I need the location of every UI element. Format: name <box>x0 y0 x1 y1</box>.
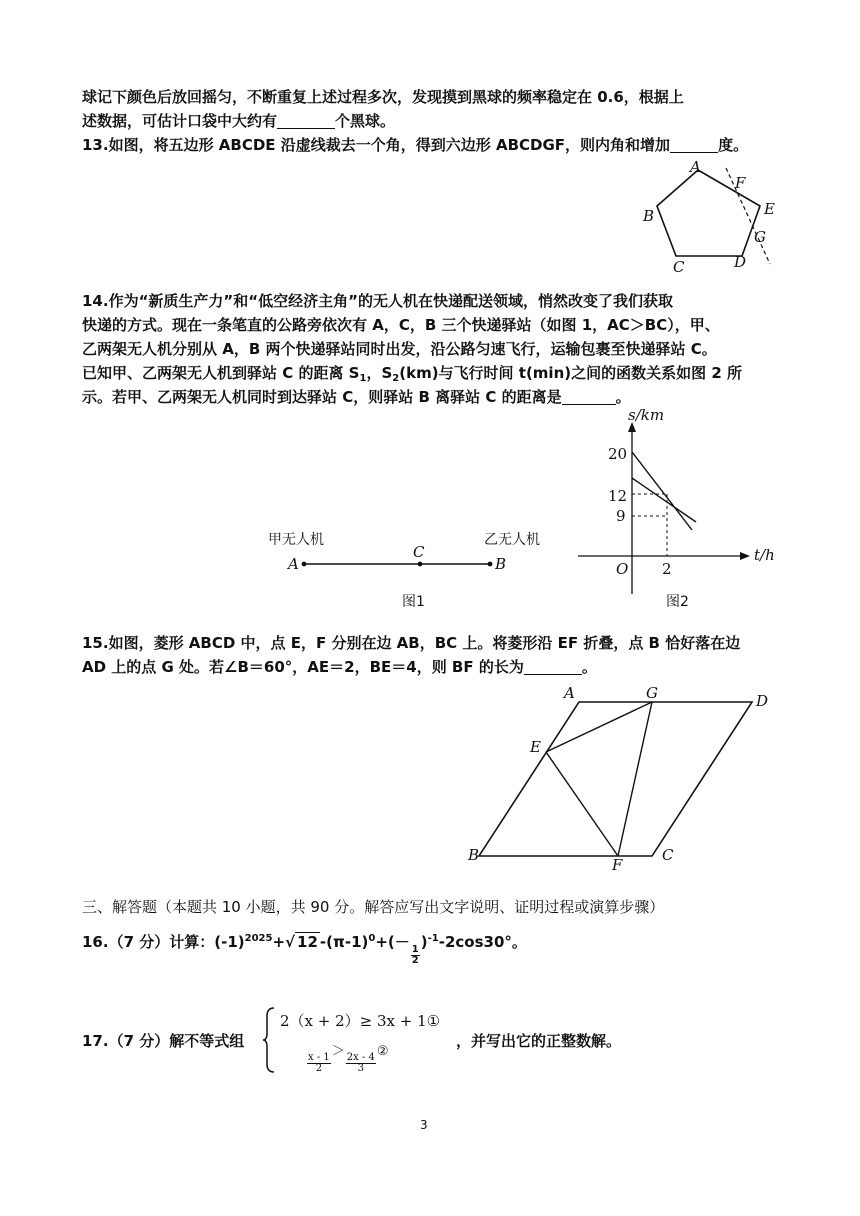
q15-line2-a: AD 上的点 G 处。若∠B＝60°，AE＝2，BE＝4，则 BF 的长为 <box>82 658 524 676</box>
segment-GF <box>618 702 652 856</box>
q16-exp1: 2025 <box>244 933 273 944</box>
label-B: B <box>468 846 480 864</box>
q16-part2: -(π-1) <box>319 933 369 951</box>
fig1-label-B: B <box>495 555 507 573</box>
q12-text-line2 <box>82 108 782 134</box>
q16-frac-den: 2 <box>411 955 419 966</box>
label-D: D <box>756 692 769 710</box>
q14-figure2-graph <box>578 404 778 614</box>
q16-question <box>82 926 782 966</box>
q17-mark2: ② <box>376 1044 389 1059</box>
graph-x-arrow <box>740 552 750 560</box>
q14-line4-a: 已知甲、乙两架无人机到驿站 C 的距离 S <box>82 364 360 382</box>
label-C: C <box>662 846 674 864</box>
q16-sqrt: √ 12 <box>285 933 318 951</box>
q17-suffix: ，并写出它的正整数解。 <box>456 1032 622 1050</box>
q14-line4-b: ，S <box>366 364 393 382</box>
q14-line1: 14.作为“新质生产力”和“低空经济主角”的无人机在快递配送领域，悄然改变了我们获取 <box>82 292 674 310</box>
q17-frac-left-num: x - 1 <box>308 1052 330 1063</box>
q14-answer-blank[interactable] <box>562 386 616 405</box>
graph-y-tick-20: 20 <box>608 445 628 463</box>
fig1-caption: 图1 <box>402 594 425 610</box>
graph-y-tick-9: 9 <box>616 507 626 525</box>
q16-exp3: -1 <box>427 933 439 944</box>
fig1-label-yi: 乙无人机 <box>484 532 540 548</box>
q16-fraction <box>411 945 420 966</box>
q14-line3: 乙两架无人机分别从 A，B 两个快递驿站同时出发，沿公路匀速飞行，运输包裹至快递驿站 C。 <box>82 340 717 358</box>
q13-answer-blank[interactable] <box>670 134 718 153</box>
label-A: A <box>564 684 575 702</box>
q15-line2-b: 。 <box>581 658 597 676</box>
graph-origin-label: O <box>616 560 629 578</box>
q13-pentagon-figure <box>630 158 780 278</box>
graph-line-jia <box>632 452 692 530</box>
q16-part4: ) <box>420 933 428 951</box>
q16-part5: -2cos30°。 <box>438 933 527 951</box>
segment-EF <box>546 752 618 856</box>
q12-text-b: 个黑球。 <box>335 112 396 130</box>
q13-text-b: 度。 <box>718 136 749 154</box>
graph-y-tick-12: 12 <box>608 487 628 505</box>
fig1-point-B <box>488 562 493 567</box>
label-E: E <box>530 738 541 756</box>
label-F: F <box>735 174 746 192</box>
q16-frac-num: 1 <box>411 944 419 955</box>
fig2-caption: 图2 <box>666 594 689 610</box>
q12-answer-blank[interactable] <box>277 110 335 129</box>
section3-heading: 三、解答题（本题共 10 小题，共 90 分。解答应写出文字说明、证明过程或演算步骤） <box>82 898 665 916</box>
label-G: G <box>646 684 658 702</box>
q14-line4-c: (km)与飞行时间 t(min)之间的函数关系如图 2 所 <box>399 364 742 382</box>
q17-gt: ＞ <box>331 1044 345 1059</box>
q14-figure1 <box>262 520 562 620</box>
q17-frac-left-den: 2 <box>315 1063 323 1074</box>
label-E: E <box>764 200 775 218</box>
label-A: A <box>690 158 701 176</box>
fig1-label-jia: 甲无人机 <box>268 532 324 548</box>
label-B: B <box>643 207 655 225</box>
graph-x-label: t/h <box>754 546 775 564</box>
q13-text-a: 13.如图，将五边形 ABCDE 沿虚线裁去一个角，得到六边形 ABCDGF，则内角和增加 <box>82 136 671 154</box>
fig1-label-A: A <box>288 555 299 573</box>
graph-line-yi <box>632 478 696 522</box>
q17-frac-left <box>307 1053 331 1074</box>
rhombus-shape <box>479 702 752 856</box>
q17-frac-right-den: 3 <box>357 1063 364 1074</box>
q14-line5-b: 。 <box>615 388 631 406</box>
q17-prefix: 17.（7 分）解不等式组 <box>82 1032 245 1050</box>
fig1-point-C <box>418 562 423 567</box>
fig1-label-C: C <box>413 543 425 561</box>
q17-frac-right <box>346 1053 376 1074</box>
label-F: F <box>612 856 623 874</box>
q16-part3: +(－ <box>375 933 410 951</box>
graph-x-tick-2: 2 <box>662 560 672 578</box>
q16-radicand: 12 <box>297 933 318 951</box>
q15-answer-blank[interactable] <box>524 656 582 675</box>
q12-text-a: 述数据，可估计口袋中大约有 <box>82 112 278 130</box>
q15-line2 <box>82 654 782 680</box>
q17-frac-right-num: 2x - 4 <box>346 1052 375 1063</box>
label-C: C <box>673 258 685 276</box>
q16-exp2: 0 <box>368 933 376 944</box>
q15-rhombus-figure <box>462 680 792 874</box>
q12-text-line1: 球记下颜色后放回摇匀，不断重复上述过程多次，发现摸到黑球的频率稳定在 0.6，根据上 <box>82 88 684 106</box>
q15-line1: 15.如图，菱形 ABCD 中，点 E，F 分别在边 AB，BC 上。将菱形沿 EF 折叠，点 B 恰好落在边 <box>82 634 741 652</box>
q14-line2: 快递的方式。现在一条笔直的公路旁依次有 A，C，B 三个快递驿站（如图 1，AC＞BC），甲、 <box>82 316 720 334</box>
q14-line5-a: 示。若甲、乙两架无人机同时到达驿站 C，则驿站 B 离驿站 C 的距离是 <box>82 388 562 406</box>
q13-question <box>82 132 782 158</box>
q17-inequality-2 <box>306 1040 389 1074</box>
label-D: D <box>734 253 747 271</box>
q14-sub1: 1 <box>359 373 367 384</box>
label-G: G <box>754 228 766 246</box>
graph-y-label: s/km <box>628 406 665 424</box>
page-number: 3 <box>420 1118 428 1132</box>
brace-icon <box>262 1006 276 1074</box>
fig1-point-A <box>302 562 307 567</box>
q17-inequality-1: 2（x + 2）≥ 3x + 1① <box>280 1012 441 1030</box>
q16-prefix: 16.（7 分）计算：(-1) <box>82 933 245 951</box>
q16-plus: + <box>272 933 286 951</box>
q14-sub2: 2 <box>392 373 400 384</box>
